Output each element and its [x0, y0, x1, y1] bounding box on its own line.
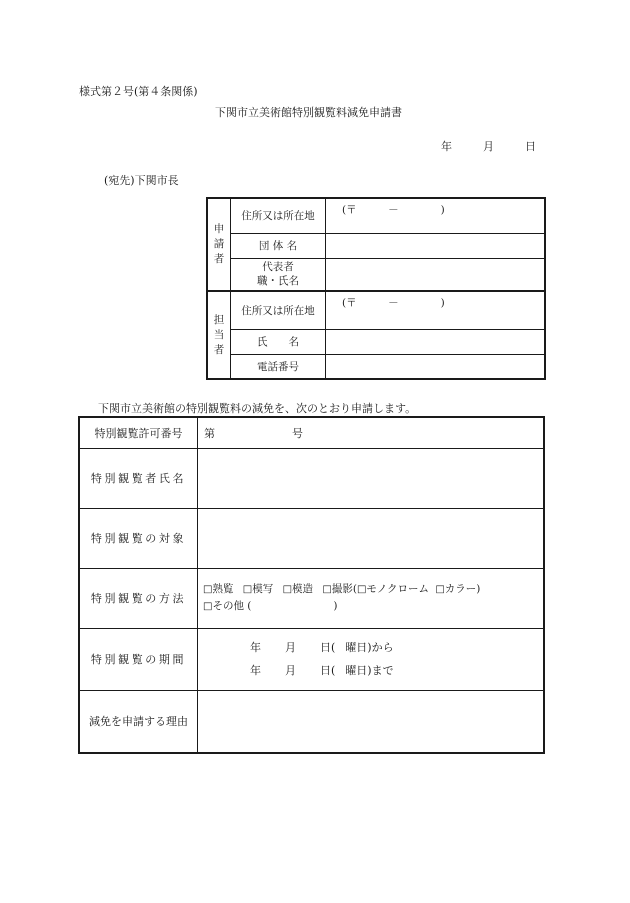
- contact-postal-template: (〒 － ): [342, 297, 445, 309]
- checkbox-icon: □: [356, 584, 367, 595]
- method-option-0[interactable]: □熟覧: [203, 583, 234, 595]
- viewer-name-field[interactable]: [198, 448, 545, 508]
- date-line: [441, 138, 536, 154]
- contact-address-label: 住所又は所在地: [231, 291, 326, 329]
- addressee: (宛先)下関市長: [104, 174, 179, 187]
- other-option[interactable]: □その他: [203, 600, 244, 612]
- applicant-postal-template: (〒 － ): [342, 204, 445, 216]
- method-row-2: □その他 ( ): [203, 600, 338, 612]
- representative-field[interactable]: [326, 258, 546, 291]
- method-option-1[interactable]: □模写: [242, 583, 274, 595]
- date-month: 月: [483, 140, 494, 153]
- method-option-3[interactable]: □撮影: [322, 583, 353, 595]
- contact-name-label: 氏 名: [231, 329, 326, 354]
- reason-field[interactable]: [198, 690, 545, 753]
- mono-option[interactable]: □モノクローム: [356, 583, 429, 595]
- applicant-address-field[interactable]: [326, 198, 546, 233]
- phone-label: 電話番号: [231, 354, 326, 379]
- checkbox-icon: □: [203, 584, 213, 595]
- method-option-2[interactable]: □模造: [282, 583, 314, 595]
- checkbox-icon: □: [203, 601, 213, 612]
- phone-field[interactable]: [326, 354, 546, 379]
- organization-label: 団 体 名: [231, 233, 326, 258]
- permit-number-field[interactable]: [198, 417, 545, 448]
- contact-name-field[interactable]: [326, 329, 546, 354]
- viewing-subject-label: 特別観覧の対象: [79, 508, 198, 568]
- document-title: 下関市立美術館特別観覧料減免申請書: [215, 106, 402, 119]
- viewing-method-label: 特別観覧の方法: [79, 568, 198, 628]
- date-day: 日: [525, 140, 536, 153]
- method-row-1: □熟覧 □模写 □模造 □撮影(□モノクローム □カラー): [203, 583, 481, 595]
- permit-number-label: 特別観覧許可番号: [79, 417, 198, 448]
- contact-address-field[interactable]: [326, 291, 546, 329]
- checkbox-icon: □: [435, 584, 445, 595]
- checkbox-icon: □: [242, 584, 253, 595]
- applicant-address-label: 住所又は所在地: [231, 198, 326, 233]
- viewing-period-field[interactable]: [198, 628, 545, 690]
- permit-prefix: 第: [204, 426, 215, 440]
- viewer-name-label: 特別観覧者氏名: [79, 448, 198, 508]
- viewing-subject-field[interactable]: [198, 508, 545, 568]
- color-option[interactable]: □カラー: [435, 583, 477, 595]
- applicant-group-label: 申請者: [207, 198, 231, 291]
- permit-suffix: 号: [292, 426, 303, 440]
- checkbox-icon: □: [282, 584, 293, 595]
- date-year: 年: [441, 140, 452, 153]
- representative-label: 代表者 職・氏名: [231, 258, 326, 291]
- viewing-period-label: 特別観覧の期間: [79, 628, 198, 690]
- period-from-line: 年 月 日( 曜日)から: [250, 641, 394, 654]
- reason-label: 減免を申請する理由: [79, 690, 198, 753]
- form-number: 様式第２号(第４条関係): [79, 85, 198, 98]
- checkbox-icon: □: [322, 584, 332, 595]
- period-to-line: 年 月 日( 曜日)まで: [250, 664, 394, 677]
- organization-field[interactable]: [326, 233, 546, 258]
- viewing-method-options: [198, 568, 545, 628]
- contact-group-label: 担当者: [207, 291, 231, 379]
- intro-text: 下関市立美術館の特別観覧料の減免を、次のとおり申請します。: [98, 402, 417, 415]
- applicant-contact-table: [206, 197, 546, 380]
- main-table: [78, 416, 545, 754]
